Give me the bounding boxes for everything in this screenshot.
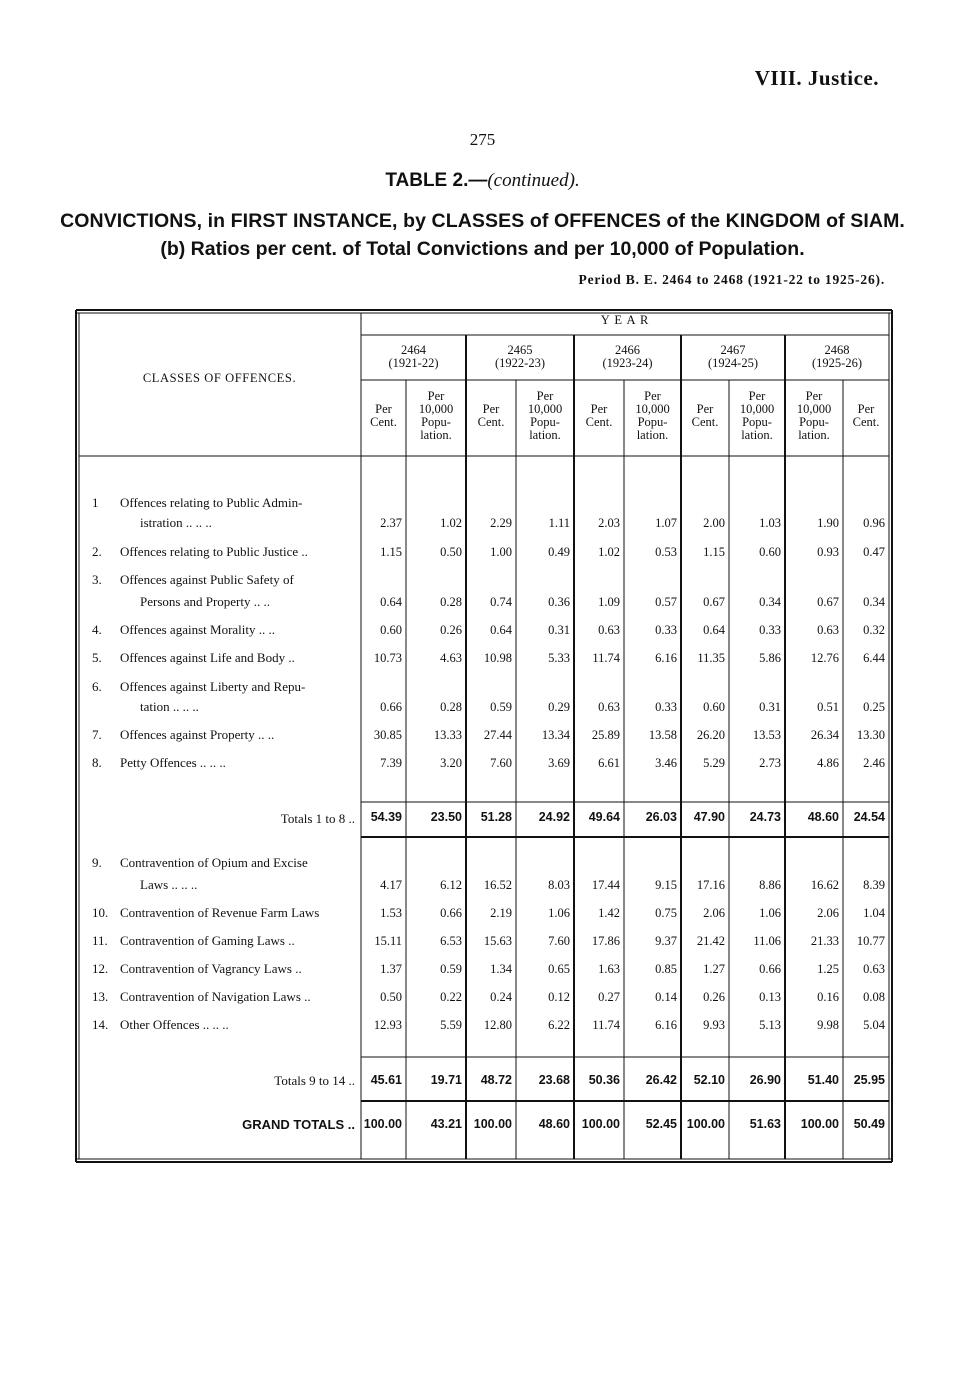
offence-row-cell: 0.33 [759, 623, 781, 637]
year-label-2466: 2466 [615, 343, 640, 357]
row-label: Offences against Life and Body .. [120, 650, 295, 665]
offence-row-cell: 0.47 [863, 545, 885, 559]
offence-row-cell: 26.20 [696, 728, 725, 742]
row-number: 12. [92, 961, 109, 976]
header-word: Per [536, 389, 554, 403]
contravention-row-cell: 1.06 [548, 906, 570, 920]
offence-row-cell: 27.44 [483, 728, 512, 742]
header-word: Per [427, 389, 445, 403]
year-ad-label-2467: (1924-25) [708, 356, 758, 370]
contravention-row-cell: 5.59 [440, 1018, 462, 1032]
offence-row-cell: 11.74 [592, 651, 620, 665]
contravention-row-cell: 6.22 [548, 1018, 570, 1032]
header-word: Per [644, 389, 661, 403]
row-label: Contravention of Navigation Laws .. [120, 989, 311, 1004]
contravention-row-cell: 1.37 [380, 962, 402, 976]
grand-totals-cell: 43.21 [430, 1117, 462, 1131]
contravention-row-cell: 0.27 [598, 990, 620, 1004]
header-word: Per [696, 402, 714, 416]
offence-row-cell: 0.67 [703, 595, 725, 609]
header-word: Cent. [691, 415, 719, 429]
offence-row-cell: 0.31 [548, 623, 570, 637]
offence-row-cell: 0.63 [598, 700, 620, 714]
offence-row-cell: 0.33 [655, 700, 677, 714]
contravention-row-cell: 2.06 [817, 906, 839, 920]
grand-totals-cell: 48.60 [538, 1117, 570, 1131]
row-label: Contravention of Opium and Excise [120, 855, 308, 870]
contravention-row-cell: 1.25 [817, 962, 839, 976]
grand-totals-cell: 100.00 [800, 1117, 839, 1131]
contravention-row-cell: 0.65 [548, 962, 570, 976]
offence-row-cell: 25.89 [591, 728, 620, 742]
contravention-row-cell: 1.04 [863, 906, 885, 920]
offence-row-cell: 5.33 [548, 651, 570, 665]
section-header: VIII. Justice. [754, 66, 879, 90]
contravention-row-cell: 21.33 [810, 934, 839, 948]
contravention-row-cell: 7.60 [548, 934, 570, 948]
row-label: Offences against Morality .. .. [120, 622, 275, 637]
contravention-row-cell: 16.62 [810, 878, 839, 892]
year-label-2465: 2465 [507, 343, 533, 357]
offence-row-cell: 1.00 [490, 545, 512, 559]
row-number: 9. [92, 855, 102, 870]
offence-row-cell: 3.20 [440, 756, 462, 770]
offence-row-cell: 0.36 [548, 595, 570, 609]
header-word: lation. [741, 428, 773, 442]
row-number: 6. [92, 679, 102, 694]
totals-9-14-cell: 26.90 [749, 1073, 781, 1087]
header-word: lation. [420, 428, 452, 442]
row-label: Contravention of Vagrancy Laws .. [120, 961, 302, 976]
contravention-row-cell: 6.53 [440, 934, 462, 948]
totals-9-14-cell: 26.42 [645, 1073, 677, 1087]
contravention-row-cell: 10.77 [856, 934, 885, 948]
totals-9-14-cell: 51.40 [807, 1073, 839, 1087]
contravention-row-cell: 9.15 [655, 878, 677, 892]
contravention-row-cell: 12.93 [373, 1018, 402, 1032]
header-word: Popu- [742, 415, 772, 429]
header-word: 10,000 [796, 402, 832, 416]
totals-1-8-cell: 26.03 [645, 810, 677, 824]
offence-row-cell: 6.61 [598, 756, 620, 770]
offence-row-cell: 1.15 [703, 545, 725, 559]
offence-row-cell: 0.67 [817, 595, 839, 609]
contravention-row-cell: 1.53 [380, 906, 402, 920]
offence-row-cell: 1.11 [548, 516, 570, 530]
row-number: 11. [92, 933, 108, 948]
totals-9-14-cell: 23.68 [538, 1073, 570, 1087]
contravention-row-cell: 1.63 [598, 962, 620, 976]
contravention-row-cell: 0.26 [703, 990, 725, 1004]
contravention-row-cell: 4.17 [380, 878, 402, 892]
per-cent-header [361, 403, 406, 429]
row-label: istration .. .. .. [140, 515, 212, 530]
contravention-row-cell: 0.24 [490, 990, 512, 1004]
header-word: Cent. [585, 415, 613, 429]
contravention-row-cell: 17.44 [591, 878, 620, 892]
row-label: Offences against Public Safety of [120, 572, 294, 587]
offence-row-cell: 2.73 [759, 756, 781, 770]
header-word: lation. [529, 428, 561, 442]
offence-row-cell: 4.86 [817, 756, 839, 770]
offence-row-cell: 0.31 [759, 700, 781, 714]
offence-row-cell: 13.34 [541, 728, 570, 742]
grand-totals-cell: 100.00 [363, 1117, 402, 1131]
totals-1-8-cell: 23.50 [430, 810, 462, 824]
contravention-row-cell: 0.13 [759, 990, 781, 1004]
contravention-row-cell: 6.12 [440, 878, 462, 892]
offence-row-cell: 2.03 [598, 516, 620, 530]
totals-1-8-cell: 47.90 [693, 810, 725, 824]
row-label: Offences against Property .. .. [120, 727, 275, 742]
contravention-row-cell: 8.86 [759, 878, 781, 892]
header-word: Per [857, 402, 875, 416]
header-word: Cent. [852, 415, 880, 429]
totals-9-14-cell: 45.61 [370, 1073, 402, 1087]
offence-row-cell: 2.00 [703, 516, 725, 530]
totals-1-8-cell: 54.39 [370, 810, 402, 824]
offence-row-cell: 0.50 [440, 545, 462, 559]
header-word: Cent. [477, 415, 505, 429]
row-number: 10. [92, 905, 109, 920]
contravention-row-cell: 8.03 [548, 878, 570, 892]
offence-row-cell: 13.33 [433, 728, 462, 742]
contravention-row-cell: 8.39 [863, 878, 885, 892]
offence-row-cell: 0.64 [490, 623, 512, 637]
contravention-row-cell: 11.74 [592, 1018, 620, 1032]
grand-totals-cell: 100.00 [581, 1117, 620, 1131]
header-word: Popu- [421, 415, 451, 429]
year-ad-label-2465: (1922-23) [495, 356, 545, 370]
offence-row-cell: 1.90 [817, 516, 839, 530]
row-label: Contravention of Gaming Laws .. [120, 933, 295, 948]
totals-9-14-cell: 50.36 [588, 1073, 620, 1087]
offence-row-cell: 13.53 [752, 728, 781, 742]
contravention-row-cell: 0.75 [655, 906, 677, 920]
row-label: Contravention of Revenue Farm Laws [120, 905, 320, 920]
row-label: Offences relating to Public Admin- [120, 495, 303, 510]
table-title [0, 170, 965, 192]
header-word: lation. [636, 428, 669, 442]
contravention-row-cell: 0.59 [440, 962, 462, 976]
per-cent-header [681, 403, 729, 429]
contravention-row-cell: 0.22 [440, 990, 462, 1004]
offence-row-cell: 3.69 [548, 756, 570, 770]
contravention-row-cell: 0.66 [440, 906, 462, 920]
offence-row-cell: 0.53 [655, 545, 677, 559]
heading-line-1: CONVICTIONS, in FIRST INSTANCE, by CLASSES of OFFENCES of the KINGDOM of SIAM. [60, 210, 905, 232]
row-label: tation .. .. .. [140, 699, 199, 714]
offence-row-cell: 5.86 [759, 651, 781, 665]
offence-row-cell: 0.34 [863, 595, 885, 609]
row-number: 5. [92, 650, 102, 665]
contravention-row-cell: 9.93 [703, 1018, 725, 1032]
offence-row-cell: 7.60 [490, 756, 512, 770]
header-word: lation. [798, 428, 830, 442]
contravention-row-cell: 12.80 [483, 1018, 512, 1032]
offence-row-cell: 5.29 [703, 756, 725, 770]
per-10000-header [516, 390, 574, 442]
header-word: Per [805, 389, 823, 403]
offence-row-cell: 1.09 [598, 595, 620, 609]
per-10000-header [624, 390, 681, 442]
row-number: 7. [92, 727, 102, 742]
offence-row-cell: 0.28 [440, 595, 462, 609]
totals-1-8-cell: 49.64 [588, 810, 620, 824]
offence-row-cell: 0.33 [655, 623, 677, 637]
grand-totals-cell: 100.00 [473, 1117, 512, 1131]
totals-9-14-cell: 19.71 [430, 1073, 462, 1087]
totals-1-8-cell: 24.92 [538, 810, 570, 824]
row-label: Offences against Liberty and Repu- [120, 679, 306, 694]
year-header: Y E A R [600, 313, 650, 327]
offence-row-cell: 0.66 [380, 700, 402, 714]
offence-row-cell: 0.93 [817, 545, 839, 559]
offence-row-cell: 13.30 [856, 728, 885, 742]
contravention-row-cell: 11.06 [753, 934, 781, 948]
offence-row-cell: 0.25 [863, 700, 885, 714]
offence-row-cell: 0.26 [440, 623, 462, 637]
contravention-row-cell: 5.04 [863, 1018, 885, 1032]
totals-9-14-cell: 48.72 [480, 1073, 512, 1087]
offence-row-cell: 10.98 [483, 651, 512, 665]
offence-row-cell: 30.85 [373, 728, 402, 742]
offence-row-cell: 2.29 [490, 516, 512, 530]
totals-1-8-cell: 24.54 [853, 810, 885, 824]
table-label: TABLE 2.— [385, 170, 488, 191]
totals-1-8-label: Totals 1 to 8 .. [280, 811, 355, 826]
offence-row-cell: 1.02 [440, 516, 462, 530]
header-word: 10,000 [527, 402, 563, 416]
row-number: 1 [92, 495, 99, 510]
header-word: Per [590, 402, 608, 416]
header-word: Popu- [530, 415, 560, 429]
header-word: Per [375, 402, 392, 416]
contravention-row-cell: 0.63 [863, 962, 885, 976]
offence-row-cell: 1.07 [655, 516, 677, 530]
contravention-row-cell: 21.42 [696, 934, 725, 948]
totals-9-14-cell: 25.95 [853, 1073, 885, 1087]
classes-header: CLASSES OF OFFENCES. [142, 371, 297, 385]
offence-row-cell: 0.28 [440, 700, 462, 714]
row-number: 13. [92, 989, 109, 1004]
offence-row-cell: 0.60 [380, 623, 402, 637]
year-label-2468: 2468 [824, 343, 850, 357]
contravention-row-cell: 2.19 [490, 906, 512, 920]
header-word: 10,000 [635, 402, 670, 416]
row-number: 3. [92, 572, 102, 587]
contravention-row-cell: 0.12 [548, 990, 570, 1004]
period-subtitle: Period B. E. 2464 to 2468 (1921-22 to 1925-26). [578, 272, 885, 287]
offence-row-cell: 0.57 [655, 595, 677, 609]
header-word: Popu- [637, 415, 668, 429]
contravention-row-cell: 0.66 [759, 962, 781, 976]
header-word: 10,000 [418, 402, 454, 416]
row-label: Offences relating to Public Justice .. [120, 544, 308, 559]
offence-row-cell: 2.37 [380, 516, 402, 530]
offence-row-cell: 0.63 [817, 623, 839, 637]
year-ad-label-2468: (1925-26) [812, 356, 862, 370]
row-number: 8. [92, 755, 102, 770]
heading-line-2: (b) Ratios per cent. of Total Convictions and per 10,000 of Population. [160, 238, 805, 260]
year-ad-label-2464: (1921-22) [388, 356, 439, 370]
contravention-row-cell: 0.14 [655, 990, 677, 1004]
table-continued-label: (continued). [487, 170, 580, 191]
offence-row-cell: 0.60 [703, 700, 725, 714]
year-label-2467: 2467 [720, 343, 746, 357]
totals-1-8-cell: 51.28 [480, 810, 512, 824]
offence-row-cell: 0.64 [703, 623, 725, 637]
offence-row-cell: 2.46 [863, 756, 885, 770]
offence-row-cell: 0.34 [759, 595, 781, 609]
totals-9-14-cell: 52.10 [693, 1073, 725, 1087]
contravention-row-cell: 0.16 [817, 990, 839, 1004]
offence-row-cell: 4.63 [440, 651, 462, 665]
totals-9-14-label: Totals 9 to 14 .. [274, 1073, 355, 1088]
offence-row-cell: 0.96 [863, 516, 885, 530]
per-10000-header [785, 390, 843, 442]
offence-row-cell: 0.29 [548, 700, 570, 714]
per-cent-header [466, 403, 516, 429]
contravention-row-cell: 5.13 [759, 1018, 781, 1032]
page-number: 275 [469, 130, 496, 149]
offence-row-cell: 10.73 [373, 651, 402, 665]
offence-row-cell: 11.35 [697, 651, 725, 665]
offence-row-cell: 13.58 [648, 728, 677, 742]
offence-row-cell: 0.64 [380, 595, 402, 609]
grand-totals-cell: 52.45 [645, 1117, 677, 1131]
offence-row-cell: 6.16 [655, 651, 677, 665]
contravention-row-cell: 0.85 [655, 962, 677, 976]
offence-row-cell: 7.39 [380, 756, 402, 770]
offence-row-cell: 6.44 [863, 651, 885, 665]
offence-row-cell: 26.34 [810, 728, 839, 742]
per-cent-header [843, 403, 889, 429]
per-10000-header [406, 390, 466, 442]
contravention-row-cell: 1.27 [703, 962, 725, 976]
header-word: 10,000 [739, 402, 775, 416]
offence-row-cell: 0.59 [490, 700, 512, 714]
offence-row-cell: 1.02 [598, 545, 620, 559]
row-label: Laws .. .. .. [140, 877, 198, 892]
offence-row-cell: 3.46 [655, 756, 677, 770]
header-word: Per [748, 389, 766, 403]
grand-totals-cell: 50.49 [853, 1117, 885, 1131]
contravention-row-cell: 9.37 [655, 934, 677, 948]
offence-row-cell: 1.15 [380, 545, 402, 559]
contravention-row-cell: 6.16 [655, 1018, 677, 1032]
row-number: 2. [92, 544, 102, 559]
contravention-row-cell: 0.50 [380, 990, 402, 1004]
contravention-row-cell: 15.63 [483, 934, 512, 948]
contravention-row-cell: 1.34 [490, 962, 512, 976]
offence-row-cell: 0.49 [548, 545, 570, 559]
offence-row-cell: 0.60 [759, 545, 781, 559]
contravention-row-cell: 0.08 [863, 990, 885, 1004]
contravention-row-cell: 17.16 [696, 878, 725, 892]
totals-1-8-cell: 24.73 [749, 810, 781, 824]
header-word: Per [482, 402, 500, 416]
offence-row-cell: 12.76 [810, 651, 839, 665]
row-number: 4. [92, 622, 102, 637]
row-label: Other Offences .. .. .. [120, 1017, 229, 1032]
grand-totals-label: GRAND TOTALS .. [242, 1117, 355, 1132]
offence-row-cell: 0.63 [598, 623, 620, 637]
contravention-row-cell: 2.06 [703, 906, 725, 920]
row-number: 14. [92, 1017, 109, 1032]
grand-totals-cell: 100.00 [686, 1117, 725, 1131]
per-10000-header [729, 390, 785, 442]
contravention-row-cell: 17.86 [591, 934, 620, 948]
contravention-row-cell: 1.42 [598, 906, 620, 920]
per-cent-header [574, 403, 624, 429]
offence-row-cell: 0.74 [490, 595, 512, 609]
year-label-2464: 2464 [401, 343, 426, 357]
row-label: Petty Offences .. .. .. [120, 755, 226, 770]
header-word: Popu- [799, 415, 829, 429]
offence-row-cell: 0.51 [817, 700, 839, 714]
contravention-row-cell: 1.06 [759, 906, 781, 920]
totals-1-8-cell: 48.60 [807, 810, 839, 824]
contravention-row-cell: 15.11 [374, 934, 402, 948]
offence-row-cell: 0.32 [863, 623, 885, 637]
offence-row-cell: 1.03 [759, 516, 781, 530]
grand-totals-cell: 51.63 [749, 1117, 781, 1131]
contravention-row-cell: 9.98 [817, 1018, 839, 1032]
header-word: Cent. [370, 415, 397, 429]
contravention-row-cell: 16.52 [483, 878, 512, 892]
row-label: Persons and Property .. .. [140, 594, 270, 609]
year-ad-label-2466: (1923-24) [602, 356, 653, 370]
